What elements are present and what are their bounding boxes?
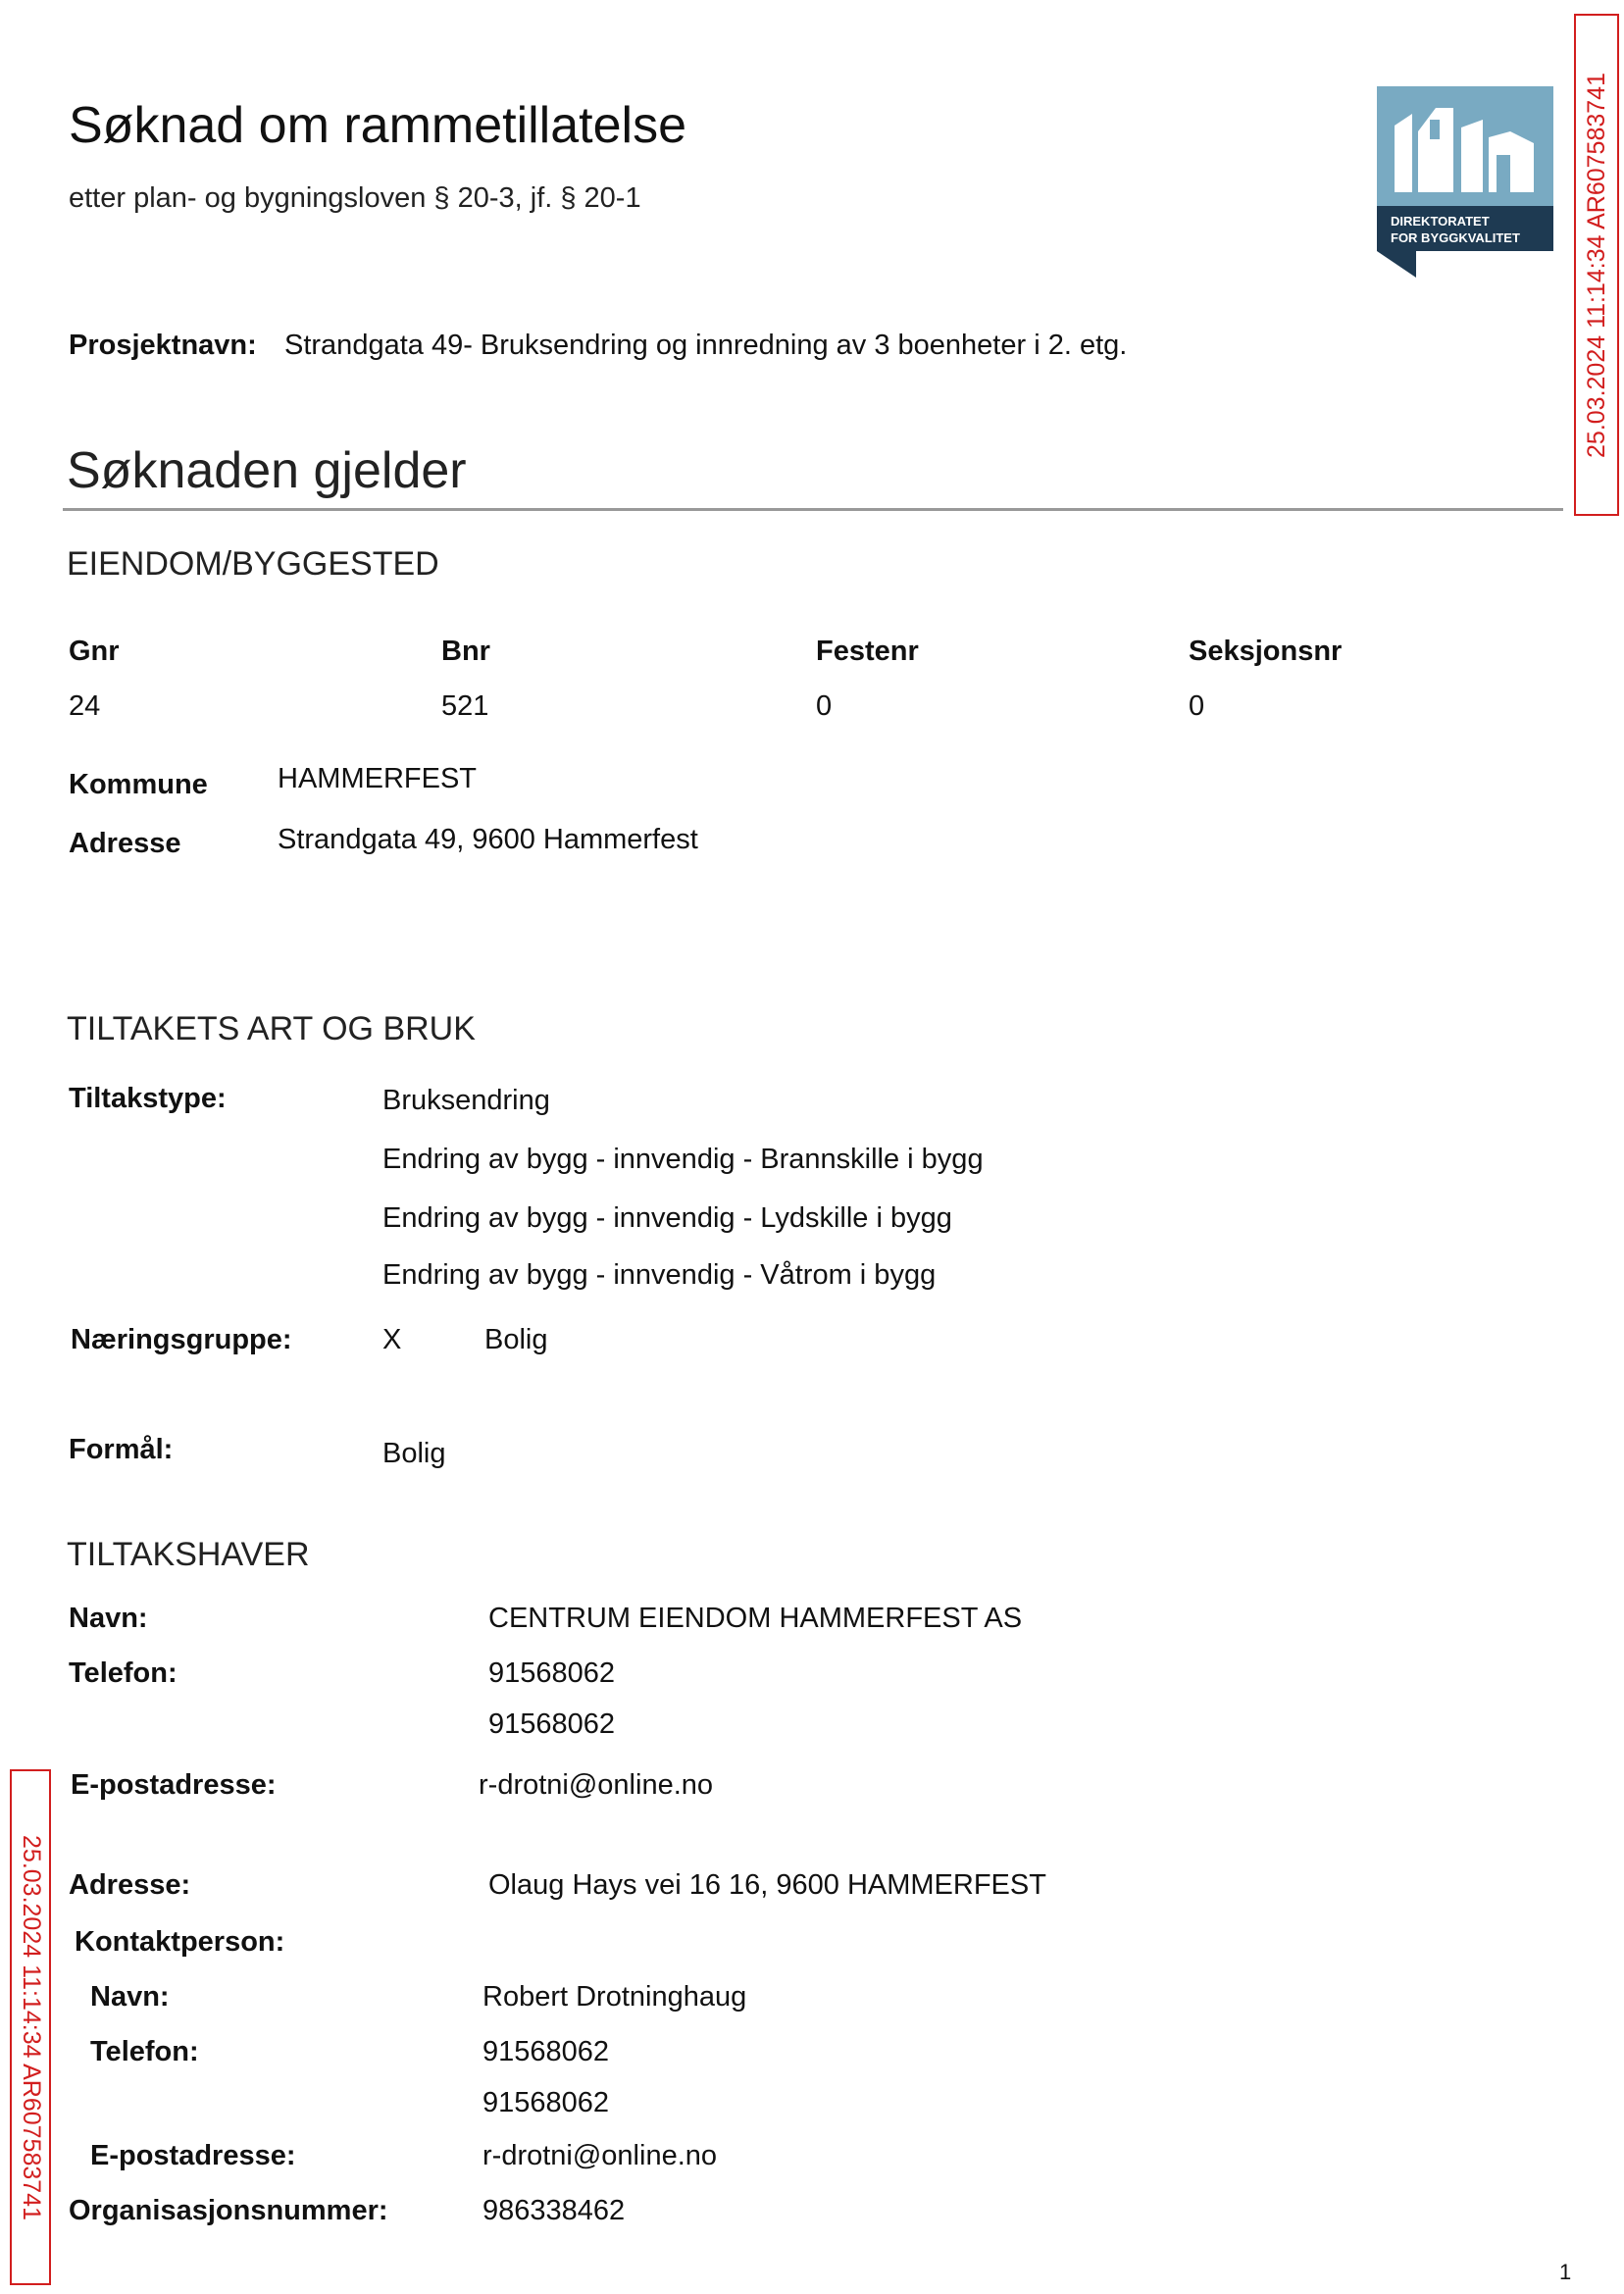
tiltakshaver-navn-value: CENTRUM EIENDOM HAMMERFEST AS — [488, 1603, 1023, 1634]
tiltakshaver-telefon-value: 91568062 — [488, 1708, 616, 1740]
tiltakshaver-epost-value: r-drotni@online.no — [479, 1769, 714, 1801]
tiltakstype-item: Bruksendring — [382, 1085, 550, 1116]
project-value: Strandgata 49- Bruksendring og innredning av 3 boenheter i 2. etg. — [284, 330, 1128, 361]
orgnr-value: 986338462 — [482, 2195, 626, 2226]
kontakt-navn-label: Navn: — [90, 1981, 170, 2013]
festenr-header: Festenr — [816, 636, 919, 667]
naeringsgruppe-code: X — [382, 1324, 402, 1355]
logo-text-line2: FOR BYGGKVALITET — [1391, 230, 1520, 245]
tiltakstype-label: Tiltakstype: — [69, 1083, 227, 1114]
kontaktperson-label: Kontaktperson: — [75, 1926, 285, 1958]
tiltak-heading: TILTAKETS ART OG BRUK — [67, 1010, 476, 1047]
page-number: 1 — [1559, 2260, 1572, 2284]
section-divider — [63, 508, 1563, 511]
kommune-label: Kommune — [69, 769, 208, 800]
festenr-value: 0 — [816, 690, 833, 722]
document-subtitle: etter plan- og bygningsloven § 20-3, jf. § 20-1 — [69, 182, 641, 214]
kontakt-telefon-label: Telefon: — [90, 2036, 199, 2067]
kommune-value: HAMMERFEST — [278, 763, 477, 794]
kontakt-epost-value: r-drotni@online.no — [482, 2140, 718, 2171]
tiltakshaver-telefon-label: Telefon: — [69, 1657, 178, 1689]
gnr-header: Gnr — [69, 636, 120, 667]
logo-text-line1: DIREKTORATET — [1391, 214, 1490, 229]
receipt-stamp-top — [1574, 14, 1619, 516]
orgnr-label: Organisasjonsnummer: — [69, 2195, 388, 2226]
naeringsgruppe-label: Næringsgruppe: — [71, 1324, 292, 1355]
adresse-label: Adresse — [69, 828, 181, 859]
kontakt-navn-value: Robert Drotninghaug — [482, 1981, 747, 2013]
dibk-logo — [1377, 86, 1553, 278]
tiltakshaver-adresse-value: Olaug Hays vei 16 16, 9600 HAMMERFEST — [488, 1869, 1046, 1901]
receipt-stamp-bottom — [10, 1769, 51, 2285]
seksjonsnr-header: Seksjonsnr — [1189, 636, 1343, 667]
gnr-value: 24 — [69, 690, 101, 722]
kontakt-telefon-value: 91568062 — [482, 2036, 610, 2067]
tiltakstype-item: Endring av bygg - innvendig - Brannskille i bygg — [382, 1144, 984, 1175]
formal-value: Bolig — [382, 1438, 446, 1469]
tiltakshaver-heading: TILTAKSHAVER — [67, 1536, 310, 1573]
tiltakstype-item: Endring av bygg - innvendig - Lydskille i bygg — [382, 1202, 952, 1234]
adresse-value: Strandgata 49, 9600 Hammerfest — [278, 824, 698, 855]
eiendom-heading: EIENDOM/BYGGESTED — [67, 545, 439, 583]
tiltakstype-item: Endring av bygg - innvendig - Våtrom i bygg — [382, 1259, 937, 1291]
kontakt-telefon-value: 91568062 — [482, 2087, 610, 2118]
tiltakshaver-navn-label: Navn: — [69, 1603, 148, 1634]
naeringsgruppe-value: Bolig — [484, 1324, 548, 1355]
tiltakshaver-adresse-label: Adresse: — [69, 1869, 191, 1901]
stamp-text: 25.03.2024 11:14:34 AR607583741 — [1582, 72, 1610, 458]
formal-label: Formål: — [69, 1434, 174, 1465]
stamp-text: 25.03.2024 11:14:34 AR607583741 — [17, 1834, 45, 2220]
tiltakshaver-telefon-value: 91568062 — [488, 1657, 616, 1689]
bnr-header: Bnr — [441, 636, 490, 667]
document-title: Søknad om rammetillatelse — [69, 97, 686, 154]
section-title: Søknaden gjelder — [67, 442, 467, 499]
project-label: Prosjektnavn: — [69, 330, 257, 361]
kontakt-epost-label: E-postadresse: — [90, 2140, 296, 2171]
bnr-value: 521 — [441, 690, 489, 722]
tiltakshaver-epost-label: E-postadresse: — [71, 1769, 277, 1801]
seksjonsnr-value: 0 — [1189, 690, 1205, 722]
